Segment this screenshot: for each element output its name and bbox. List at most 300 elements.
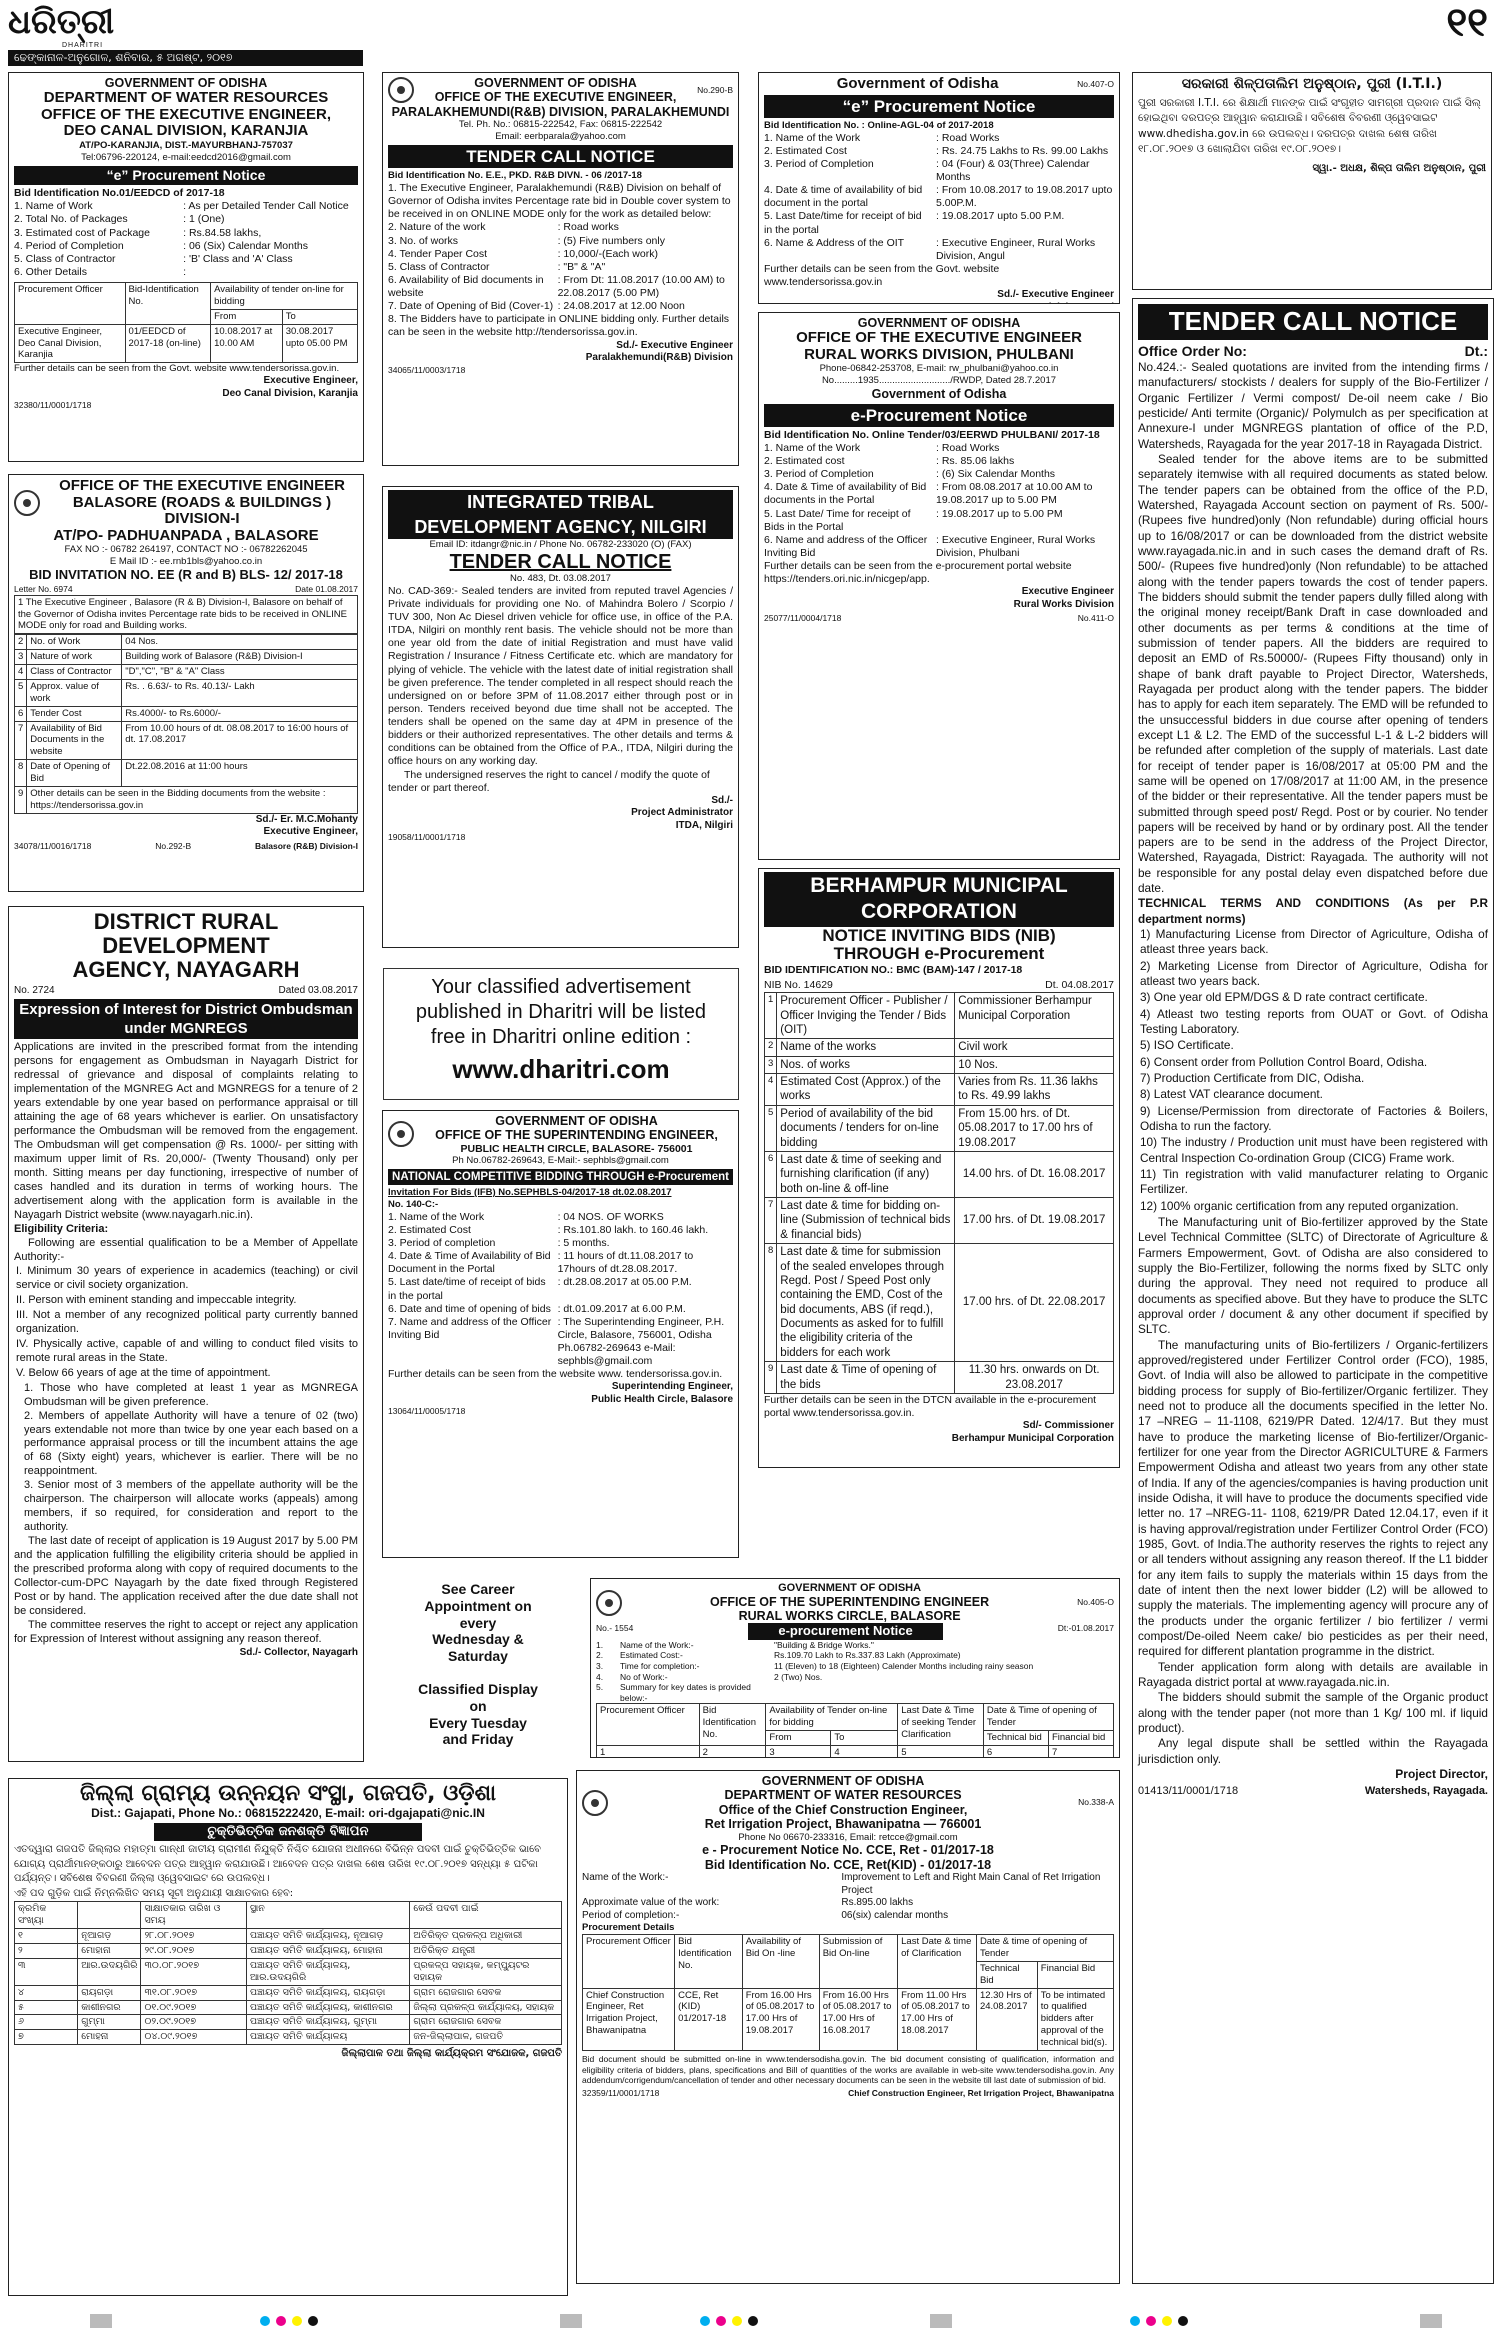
table-cell: 01/EEDCD of 2017-18 (on-line) xyxy=(125,324,211,363)
item-label: 7. Date of Opening of Bid (Cover-1) xyxy=(388,300,554,313)
ad-title: TENDER CALL NOTICE xyxy=(449,550,672,573)
list-item xyxy=(388,221,733,234)
ad-further: Further details can be seen from the e-procurement portal website https://tenders.ori.nic.in/nicgep/app. xyxy=(764,560,1072,586)
table-row xyxy=(15,1929,562,1944)
magenta-dot-icon xyxy=(716,2316,726,2326)
table-cell: Tender Cost xyxy=(27,706,122,721)
item-value: : The Superintending Engineer, P.H. Circle, Balasore, 756001, Odisha Ph.06782-269643 e-Mail: sephbls@gmail.com xyxy=(557,1315,725,1368)
item-label: Estimated Cost:- xyxy=(620,1650,683,1661)
list-item xyxy=(764,455,1114,468)
ad-bar: e-procurement Notice xyxy=(748,1623,942,1639)
table-header: Bid-Identification No. xyxy=(125,283,211,325)
ad-signature: Sd./- Executive Engineer xyxy=(616,339,733,351)
ad-bid-id: BID INVITATION NO. EE (R and B) BLS- 12/ 2017-18 xyxy=(29,566,343,582)
ad-line: Government of Odisha xyxy=(871,387,1007,402)
term-item: 11) Tin registration with valid manufacturer relating to Organic Fertilizer. xyxy=(1140,1167,1488,1197)
ad-paragraph: The last date of receipt of application is 19 August 2017 by 5.00 PM and the application fulfilling the eligibility criteria should be applied in the prescribed proforma along with copy of required documents to the Collector-cum-DPC Nayagarh by the date fixed through Registered Post or by hand. The application received after the due date shall not be considered. xyxy=(14,1535,358,1618)
table-cell: ମୋହନା xyxy=(78,2030,141,2045)
item-value: : "B" & "A" xyxy=(557,260,606,273)
ad-paragraph: ଏହି ପଦ ଗୁଡ଼ିକ ପାଇଁ ନିମ୍ନଲିଖିତ ସମୟ ସୂଚୀ ଅନୁଯାୟୀ ସାକ୍ଷାତକାର ହେବ: xyxy=(14,1887,294,1899)
promo-line: free in Dharitri online edition : xyxy=(430,1026,692,1048)
item-number: 1. xyxy=(596,1639,604,1650)
table-cell: 17.00 hrs. of Dt. 19.08.2017 xyxy=(955,1198,1114,1244)
table-header xyxy=(78,1902,141,1929)
list-item xyxy=(596,1650,1114,1661)
ad-line: e - Procurement Notice No. CCE, Ret - 01/2017-18 xyxy=(702,1843,994,1858)
ad-paragraph: 3. Senior most of 3 members of the appellate authority will be the chairperson. The chairperson will allocate works (appeals) among members, if so required, for consideration and report to the authority. xyxy=(24,1479,358,1534)
item-value: Rs.109.70 Lakh to Rs.337.83 Lakh (Approximate) xyxy=(774,1650,961,1661)
ad-contact: Tel:06796-220124, e-mail:eedcd2016@gmail.com xyxy=(81,151,291,163)
item-label: Summary for key dates is provided below:- xyxy=(620,1682,751,1703)
registration-square-icon xyxy=(1420,2314,1442,2328)
ad-bar: e-Procurement Notice xyxy=(764,404,1114,427)
dharitri-online-promo xyxy=(383,968,739,1100)
ad-paragraph: 1 The Executive Engineer , Balasore (R & B) Division-I, Balasore on behalf of the Governor of Odisha invites Percentage rate bids to be received in ONLINE MODE only for road and Building works. xyxy=(14,595,358,635)
item-value: : 24.08.2017 at 12.00 Noon xyxy=(557,300,685,313)
table-cell: No. of Work xyxy=(27,635,122,650)
table-row xyxy=(15,679,358,706)
ad-date: Dt. 04.08.2017 xyxy=(1045,979,1114,991)
ad-signature: ITDA, Nilgiri xyxy=(675,819,733,831)
ad-ph-circle-balasore xyxy=(382,1110,739,1558)
ad-paragraph: Bid document should be submitted on-line in www.tendersodisha.gov.in. The bid document consisting of qualification, information and eligibility criteria of bidders, plans, specifications and Bill of quantities of the works are available in web-site www.tendersodisha.gov.in. Any addendum/corrigendum/cancellation of tender and other necessary documents can be seen in the website till last date of submission of bid. xyxy=(582,2053,1114,2086)
table-cell: 1 xyxy=(765,993,777,1039)
ad-drda-nayagarh xyxy=(8,906,364,1762)
term-item: 10) The industry / Production unit must have been registered with Central Inspection Co-ordination Group (CICG) Frame work. xyxy=(1140,1135,1488,1165)
ad-item-list xyxy=(764,442,1114,560)
item-value: : From 10.08.2017 to 19.08.2017 upto 5.00P.M. xyxy=(936,184,1113,210)
item-value: 06(six) calendar months xyxy=(841,1909,949,1921)
item-label: 5. Class of Contractor xyxy=(388,260,490,273)
table-cell: ୦୪.୦୯.୨୦୧୭ xyxy=(141,2030,247,2045)
ad-table xyxy=(764,992,1114,1394)
term-item: 8) Latest VAT clearance document. xyxy=(1140,1087,1323,1102)
table-row xyxy=(15,706,358,721)
list-item xyxy=(764,237,1114,263)
item-value: : Rs. 85.06 lakhs xyxy=(936,455,1015,467)
ad-email: E Mail ID :- ee.rnb1bls@yahoo.co.in xyxy=(109,555,263,567)
ad-number: No.290-B xyxy=(697,85,733,96)
ad-paragraph: No. CAD-369:- Sealed tenders are invited from reputed travel Agencies / Private individuals for providing one No. of Mahindra Bolero / Scorpio / TUV 300, Non Ac Diesel driven vehicle for office use, in office of the P.A. ITDA, Nilgiri on monthly rent basis. The vehicle should not be more than one year old from the date of initial Registration and must have valid Registration / Insurance / Fitness Certificate etc. which are mandatory for plying of vehicle. The vehicle with the latest date of initial registration shall be given preference. The tender completed in all respect should reach the undersigned on or before 3PM of 11.08.2017 either through post or in person. Tenders received beyond due time shall not be accepted. The tenders shall be opened on the same day at 4PM in presence of the bidders or their authorized representatives. The other details and terms & conditions can be obtained from the Office of P.A., ITDA, Nilgiri during the office hours on any working day. xyxy=(388,584,733,768)
ad-bid-id: BID IDENTIFICATION NO.: BMC (BAM)-147 / 2017-18 xyxy=(764,963,1023,976)
list-item xyxy=(388,235,733,248)
promo-line: every xyxy=(459,1614,497,1631)
item-label: 4. Date & time of availability of bid document in the portal xyxy=(764,184,923,210)
table-cell: ୭ xyxy=(15,2030,78,2045)
ad-item-list xyxy=(764,132,1114,263)
item-label: 3. Period of Completion xyxy=(764,157,874,170)
table-cell: ୦୨.୦୯.୨୦୧୭ xyxy=(141,2015,247,2030)
ad-signature: Deo Canal Division, Karanjia xyxy=(222,387,358,399)
table-cell: 8 xyxy=(15,760,27,787)
ad-iti-puri xyxy=(1132,72,1492,290)
black-dot-icon xyxy=(1178,2316,1188,2326)
ad-signature: ସ୍ୱା.- ଅଧକ୍ଷ, ଶିଳ୍ପ ତାଲିମ ଅନୁଷ୍ଠାନ, ପୁରୀ xyxy=(1312,162,1486,174)
criteria-item: V. Below 66 years of age at the time of appointment. xyxy=(16,1366,271,1379)
table-header: Last Date & Time of seeking Tender Clarification xyxy=(898,1704,984,1746)
table-row xyxy=(15,2030,562,2045)
item-label: Time for completion:- xyxy=(620,1660,700,1671)
ad-contact: Phone-06842-253708, E-mail: rw_phulbani@yahoo.co.in xyxy=(819,363,1059,375)
ad-line: NOTICE INVITING BIDS (NIB) xyxy=(822,925,1056,945)
table-cell: Last date & time for submission of the sealed envelopes through Regd. Post / Speed Post only containing the EMD, Cost of the bid documents, ABS (if reqd.), Documents as asked for to fulfill the eligibility criteria of the bidders for each work xyxy=(777,1244,955,1362)
table-cell: 2 xyxy=(699,1746,766,1758)
table-header: Technical Bid xyxy=(976,1961,1037,1988)
ad-paragraph: The bidders should submit the sample of the Organic product along with the tender paper (not more than 1 Kg/ 100 ml. if liquid product). xyxy=(1138,1690,1488,1735)
ad-bid-id: Bid Identification No. : Online-AGL-04 of 2017-2018 xyxy=(764,119,994,131)
promo-line: published in Dharitri will be listed xyxy=(415,1001,707,1023)
table-cell: Name of the works xyxy=(777,1039,955,1056)
item-label: 5. Last Date/ Time for receipt of Bids in the Portal xyxy=(764,507,911,533)
table-cell: ପଞ୍ଚାୟତ ସମିତି କାର୍ଯ୍ୟାଳୟ, କାଶୀନଗର xyxy=(247,2000,410,2015)
list-item xyxy=(596,1672,1114,1683)
table-cell: 4 xyxy=(15,665,27,680)
item-label: 2. Estimated Cost xyxy=(764,144,847,157)
table-cell: Estimated Cost (Approx.) of the works xyxy=(777,1074,955,1106)
list-item xyxy=(764,158,1114,184)
item-value: : dt.28.08.2017 at 05.00 P.M. xyxy=(557,1276,692,1289)
item-value: : dt.01.09.2017 at 6.00 P.M. xyxy=(557,1302,686,1315)
table-cell: 4 xyxy=(765,1074,777,1106)
ad-number: No. 2724 xyxy=(14,984,55,996)
cyan-dot-icon xyxy=(1130,2316,1140,2326)
table-header: Procurement Officer xyxy=(15,283,126,325)
ad-line: OFFICE OF THE SUPERINTENDING ENGINEER xyxy=(709,1594,990,1609)
odisha-emblem-icon xyxy=(582,1790,608,1816)
ad-paragraph: The manufacturing units of Bio-fertilizers / Organic-fertilizers approved/registered under Fertilizer Control order (FCO), 1985, Govt. of India will also be allowed to participate in the competitive bidding process for supply of Bio-fertilizer/Organic fertilizer. They need not to produce all the documents specified in the letter No. 17 –NREG – 11-1108, 6219/PR Dated. 12/4/17. But they must have to produce the marketing license of Bio-fertilizer/Organic-fertilizer for one year from the Director AGRICULTURE & Farmers Empowerment Odisha and atleast two years from any other state of India. If any of the agencies/companies is having production unit inside Odisha, it will have to produce the documents specified vide letter no. 17 –NREG-11- 1108, 6219/PR Dated 12.04.17, even if it is having approval/registration under Fertilizer Control Order (FCO) 1985, Govt. of India.The authority reserves the rights to reject any or all tenders without assigning any reason thereof. If the L1 bidder for any item fails to supply the materials within 15 days from the date of intent then the next lower bidder (L2) will be allowed to supply the materials. The implementing agency will procure any of the products under the organic fertilizer / bio fertilizer / vermi compost/De-oiled Neem cake/ bio pesticides as per their need, required for different plantation programme in the district. xyxy=(1138,1337,1488,1659)
ad-line: DISTRICT RURAL DEVELOPMENT xyxy=(93,909,279,959)
item-number: 4. xyxy=(596,1671,604,1682)
ad-ref: 25077/11/0004/1718 xyxy=(764,613,842,624)
item-value: : 10,000/-(Each work) xyxy=(557,247,658,260)
logo-subtitle: DHARITRI xyxy=(62,42,104,49)
ad-number: No. 140-C:- xyxy=(388,1198,439,1210)
table-cell: ୧ xyxy=(15,1929,78,1944)
list-item xyxy=(14,266,358,279)
table-row xyxy=(765,1039,1114,1056)
ad-bid-id: Invitation For Bids (IFB) No.SEPHBLS-04/2017-18 dt.02.08.2017 xyxy=(388,1187,672,1199)
table-cell: 7 xyxy=(15,721,27,760)
item-label: 4. Period of Completion xyxy=(14,239,124,252)
item-value: : xyxy=(183,265,187,278)
ad-line: ଜିଲ୍ଲା ଗ୍ରାମ୍ୟ ଉନ୍ନୟନ ସଂସ୍ଥା, ଗଜପତି, ଓଡ଼ିଶା xyxy=(80,1781,496,1806)
ad-date: Dt.: xyxy=(1464,342,1488,359)
table-cell: 9 xyxy=(765,1362,777,1394)
table-cell: 12.30 Hrs of 24.08.2017 xyxy=(976,1988,1037,2050)
ad-signature: Berhampur Municipal Corporation xyxy=(951,1432,1114,1444)
item-value: : 5 months. xyxy=(557,1237,610,1250)
table-cell: 7 xyxy=(1048,1746,1113,1758)
promo-line: Every Tuesday xyxy=(429,1714,527,1731)
table-row xyxy=(15,1958,562,1985)
table-header: Financial bid xyxy=(1048,1731,1113,1746)
list-item xyxy=(596,1682,1114,1703)
criteria-item: I. Minimum 30 years of experience in academics (teaching) or civil service or civil society organization. xyxy=(16,1264,358,1291)
ad-subheading: Eligibility Criteria: xyxy=(14,1222,109,1235)
table-row xyxy=(15,1944,562,1959)
ad-bid-id: Bid Identification No. Online Tender/03/EERWD PHULBANI/ 2017-18 xyxy=(764,428,1100,441)
term-item: 7) Production Certificate from DIC, Odisha. xyxy=(1140,1071,1365,1086)
ad-paragraph: Sealed tender for the above items are to be submitted separately itemwise with all required documents as stated below. The tender papers can be obtained from the office of the P.D, Watershed, Rayagada Account section on payment of Rs. 500/- (Rupees five hundred)only (Non refundable) during official hours up to 16/08/2017 or can be downloaded from the district website www.rayagada.nic.in and in such cases the demand draft of Rs. 500/- (Rupees five hundred)only (Non refundable) to be attached along with the tender papers towards the cost of tender papers. The bidders should submit the tender papers dully filled along with the original money receipt/Bank Draft in case downloaded and other documents as per terms & conditions at the time of submission of tender papers. All the bidders are required to deposit an EMD of Rs.50000/- (Rupees Fifty thousand) only in shape of bank draft payable to Project Director, Watersheds, Rayagada per product along with the tender papers. The bidder has to apply for each item separately. The EMD will be refunded to the unsuccessful bidders in due course after opening of tenders except L1 & L2. The EMD of the successful L-1 & L-2 bidders will be refunded after completion of the supply of materials. Last date for receipt of tender paper is 16/08/2017 at 05:00 PM and the same will be opened on 17/08/2017 at 11:00 AM, in the presence of the bidder or their representative. All the tender papers must be submitted through speed post/ Regd. Post or by courier. No tender papers will be received by hand or by ordinary post. All the tender papers are to be send in the address of the Project Director, Watershed, Rayagada, District: Rayagada. The authority will not be responsible for any postal delay even dispatched before due date. xyxy=(1138,451,1488,896)
item-label: No of Work:- xyxy=(620,1671,668,1682)
ad-line: OFFICE OF THE EXECUTIVE ENGINEER xyxy=(796,329,1082,347)
career-promo xyxy=(382,1578,574,1768)
table-cell: ଅତିରିକ୍ତ ଯନ୍ତ୍ରୀ xyxy=(410,1944,562,1959)
table-cell: Chief Construction Engineer, Ret Irrigation Project, Bhawanipatna xyxy=(583,1988,675,2050)
item-value: "Building & Bridge Works." xyxy=(774,1639,874,1650)
item-label: 6. Other Details xyxy=(14,265,87,278)
table-cell: Procurement Officer - Publisher / Officer Inviging the Tender / Bids (OIT) xyxy=(777,993,955,1039)
ad-paragraph: Following are essential qualification to be a Member of Appellate Authority:- xyxy=(14,1236,358,1263)
magenta-dot-icon xyxy=(1146,2316,1156,2326)
ad-email: Email ID: itdangr@nic.in / Phone No. 06782-233020 (O) (FAX) xyxy=(429,539,692,550)
black-dot-icon xyxy=(308,2316,318,2326)
item-label: 1. Name of the Work xyxy=(764,441,861,454)
table-row xyxy=(765,1198,1114,1244)
item-value: : Road Works xyxy=(936,131,1000,144)
cyan-dot-icon xyxy=(260,2316,270,2326)
ad-further: Further details can be seen in the DTCN available in the e-procurement portal www.tendersorissa.gov.in. xyxy=(764,1393,1097,1419)
ad-drda-gajapati xyxy=(8,1778,568,2296)
item-value: Rs.895.00 lakhs xyxy=(841,1897,914,1909)
table-header: From xyxy=(766,1731,831,1746)
item-value: : 1 (One) xyxy=(183,213,225,226)
item-label: Name of the Work:- xyxy=(582,1872,669,1884)
table-cell: ଜିଲ୍ଲା ପ୍ରକଳ୍ପ କାର୍ଯ୍ୟାଳୟ, ସହାୟକ xyxy=(410,2000,562,2015)
ad-bid-id: Bid Identification No.01/EEDCD of 2017-18 xyxy=(14,187,225,200)
promo-line: on xyxy=(469,1697,487,1714)
item-value: : From 08.08.2017 at 10.00 AM to 19.08.2017 up to 5.00 PM xyxy=(936,481,1093,507)
page-header xyxy=(0,0,1500,70)
item-value: : 11 hours of dt.11.08.2017 to 17hours of dt.28.08.2017. xyxy=(557,1250,694,1276)
promo-line: Saturday xyxy=(448,1648,508,1665)
ad-item-list xyxy=(582,1872,1114,1922)
ad-ref: 01413/11/0001/1718 xyxy=(1138,1785,1239,1798)
item-label: 3. No. of works xyxy=(388,234,459,247)
table-header: Procurement Officer xyxy=(597,1704,700,1746)
list-item xyxy=(764,184,1114,210)
table-cell: ନୂଆଗଡ଼ xyxy=(78,1929,141,1944)
ad-signature: Sd./- Er. M.C.Mohanty xyxy=(255,813,358,825)
table-cell: Class of Contractor xyxy=(27,665,122,680)
promo-line: Classified Display xyxy=(418,1680,538,1697)
ad-berhampur-municipal xyxy=(758,868,1120,1468)
ad-line: GOVERNMENT OF ODISHA xyxy=(104,76,268,90)
ad-phulbani xyxy=(758,312,1120,860)
table-row xyxy=(15,665,358,680)
item-label: 6. Name and address of the Officer Inviting Bid xyxy=(764,533,928,559)
ad-line: Ret Irrigation Project, Bhawanipatna — 766001 xyxy=(704,1817,982,1832)
table-cell: 3 xyxy=(15,650,27,665)
ad-date: Dt:-01.08.2017 xyxy=(1057,1623,1114,1634)
ad-line: BALASORE (ROADS & BUILDINGS ) DIVISION-I xyxy=(72,493,332,527)
table-row xyxy=(15,721,358,760)
table-cell: 6 xyxy=(765,1151,777,1197)
ad-line: Office of the Chief Construction Engineer, xyxy=(718,1802,968,1817)
table-row xyxy=(15,324,358,363)
odisha-emblem-icon xyxy=(14,490,40,516)
ad-signature: Superintending Engineer, xyxy=(611,1381,733,1393)
table-cell: ଗ୍ରାମ ରୋଜଗାର ସେବକ xyxy=(410,2015,562,2030)
table-cell: Other details can be seen in the Bidding documents from the website : https://tendersorissa.gov.in xyxy=(27,786,358,813)
table-cell: ପଞ୍ଚାୟତ ସମିତି କାର୍ଯ୍ୟାଳୟ, ଗୁମ୍ମା xyxy=(247,2015,410,2030)
table-row xyxy=(765,1362,1114,1394)
table-cell: Varies from Rs. 11.36 lakhs to Rs. 49.99 lakhs xyxy=(955,1074,1114,1106)
ad-bar: NATIONAL COMPETITIVE BIDDING THROUGH e-Procurement xyxy=(388,1169,733,1185)
table-cell: Period of availability of the bid documents / tenders for on-line bidding xyxy=(777,1105,955,1151)
ad-further: Further details can be seen from the Govt. website www.tendersorissa.gov.in. xyxy=(14,363,340,375)
table-row xyxy=(15,650,358,665)
ad-bar: TENDER CALL NOTICE xyxy=(388,145,733,168)
list-item xyxy=(14,200,358,213)
table-cell: 04 Nos. xyxy=(122,635,358,650)
item-label: 5. Last date/time of receipt of bids in the portal xyxy=(388,1276,546,1302)
table-cell: 10.08.2017 at 10.00 AM xyxy=(211,324,283,363)
ad-contact: Tel. Ph. No.: 06815-222542, Fax: 06815-222542 xyxy=(458,119,663,131)
list-item xyxy=(14,227,358,240)
item-label: 1. Name of the Work xyxy=(764,131,861,144)
ad-signature: Project Director, xyxy=(1395,1766,1488,1781)
table-row xyxy=(765,993,1114,1039)
ad-bar: BERHAMPUR MUNICIPAL CORPORATION xyxy=(764,872,1114,927)
item-value: : 04 NOS. OF WORKS xyxy=(557,1210,664,1223)
item-value: : Road Works xyxy=(936,441,1000,454)
ad-date: Dated 03.08.2017 xyxy=(278,984,358,996)
ad-line: GOVERNMENT OF ODISHA xyxy=(495,1114,658,1128)
table-cell: ୨୯.୦୮.୨୦୧୭ xyxy=(141,1944,247,1959)
ad-signature: Balasore (R&B) Division-I xyxy=(255,840,358,851)
odisha-emblem-icon xyxy=(596,1590,622,1616)
table-cell: ଗୁମ୍ମା xyxy=(78,2015,141,2030)
item-label: 3. Estimated cost of Package xyxy=(14,226,150,239)
item-label: 2. Estimated Cost xyxy=(388,1223,471,1236)
item-label: 4. Tender Paper Cost xyxy=(388,247,488,260)
ad-line: DEPARTMENT OF WATER RESOURCES xyxy=(724,1788,962,1803)
promo-line: Wednesday & xyxy=(432,1631,524,1648)
ad-signature: Sd./- xyxy=(711,794,733,806)
print-registration-marks xyxy=(0,2308,1500,2334)
ad-contact: FAX NO :- 06782 264197, CONTACT NO :- 06782262045 xyxy=(64,544,308,555)
table-cell: Dt.22.08.2016 at 11:00 hours xyxy=(122,760,358,787)
table-cell: 2 xyxy=(15,635,27,650)
item-label: 4. Date & Time of availability of Bid documents in the Portal xyxy=(764,481,927,507)
promo-line: See Career xyxy=(441,1581,515,1597)
term-item: 5) ISO Certificate. xyxy=(1140,1038,1234,1053)
ad-line: Bid Identification No. CCE, Ret(KID) - 01/2017-18 xyxy=(704,1857,992,1872)
ad-ref: 32359/11/0001/1718 xyxy=(582,2087,660,2098)
table-cell: 5 xyxy=(15,679,27,706)
ad-bar: DEVELOPMENT AGENCY, NILGIRI xyxy=(388,515,733,540)
ad-line: Government of Odisha xyxy=(836,75,999,92)
list-item xyxy=(764,468,1114,481)
table-row xyxy=(583,1988,1114,2050)
ad-line: GOVERNMENT OF ODISHA xyxy=(474,76,637,90)
table-cell: ମୋହାନା xyxy=(78,1944,141,1959)
list-item xyxy=(582,1872,1114,1897)
ad-email: Email: eerbparala@yahoo.com xyxy=(495,131,626,142)
yellow-dot-icon xyxy=(1162,2316,1172,2326)
table-header: From xyxy=(211,309,283,324)
black-dot-icon xyxy=(748,2316,758,2326)
criteria-item: III. Not a member of any recognized political party currently banned organization. xyxy=(16,1308,358,1335)
ad-bar: “e” Procurement Notice xyxy=(764,95,1114,118)
ad-line: DEO CANAL DIVISION, KARANJIA xyxy=(63,122,309,140)
table-cell: Approx. value of work xyxy=(27,679,122,706)
ad-angul xyxy=(758,72,1120,304)
table-header: To xyxy=(282,309,357,324)
table-cell: ଆର.ଉଦୟଗିରି xyxy=(78,1958,141,1985)
dateline: ଢେଙ୍କାନାଳ-ଅନୁଗୋଳ, ଶନିବାର, ୫ ଅଗଷ୍ଟ, ୨୦୧୭ xyxy=(8,50,363,66)
table-header: ସ୍ଥାନ xyxy=(247,1902,410,1929)
table-cell: 30.08.2017 upto 05.00 PM xyxy=(282,324,357,363)
table-header: ସାକ୍ଷାତକାର ତାରିଖ ଓ ସମୟ xyxy=(141,1902,247,1929)
list-item xyxy=(764,534,1114,560)
item-value: Improvement to Left and Right Main Canal of Ret Irrigation Project xyxy=(841,1872,1101,1896)
ad-number: No. 483, Dt. 03.08.2017 xyxy=(510,572,611,584)
list-item xyxy=(596,1640,1114,1651)
table-cell: Rs.4000/- to Rs.6000/- xyxy=(122,706,358,721)
table-cell: ୪ xyxy=(15,1985,78,2000)
promo-website[interactable]: www.dharitri.com xyxy=(452,1054,670,1084)
ad-subheading: TECHNICAL TERMS AND CONDITIONS (As per P.R department norms) xyxy=(1138,896,1488,926)
ad-further: Further details can be seen from the website www. tendersorissa.gov.in. xyxy=(388,1368,723,1381)
item-value: : From Dt: 11.08.2017 (10.00 AM) to 22.08.2017 (5.00 PM) xyxy=(557,273,725,299)
ad-paragraph: The Manufacturing unit of Bio-fertilizer approved by the State Level Technical Committee (SLTC) of Directorate of Agriculture & Farmers Empowerment, Govt. of Odisha are also considered to supply the Bio-Fertilizer, following the norms fixed by SLTC only during the approval. They need not required to produce all documents as specified above. But they have to produce the SLTC approval order / document & any other document if specified by SLTC. xyxy=(1138,1215,1488,1337)
list-item xyxy=(388,1211,733,1224)
ad-line: OFFICE OF THE EXECUTIVE ENGINEER xyxy=(59,477,345,494)
table-header: Procurement Officer xyxy=(583,1935,675,1989)
item-label: 1. Name of Work xyxy=(14,200,93,213)
table-row xyxy=(15,1985,562,2000)
ad-item-list xyxy=(14,200,358,279)
ad-line: OFFICE OF THE EXECUTIVE ENGINEER, xyxy=(40,105,332,123)
ad-ref: 32380/11/0001/1718 xyxy=(14,400,92,411)
term-item: 6) Consent order from Pollution Control Board, Odisha. xyxy=(1140,1054,1428,1069)
ad-item-list xyxy=(596,1640,1114,1704)
ad-paragraph: ଏତଦ୍ୱାରା ଗଜପତି ଜିଲ୍ଲାର ମହାତ୍ମା ଗାନ୍ଧୀ ଜାତୀୟ ଗ୍ରାମୀଣ ନିଯୁକ୍ତି ନିଶ୍ଚିତ ଯୋଜନା ଅଧୀନରେ ବିଭିନ୍ନ ପଦବୀ ପାଇଁ ଚୁକ୍ତିଭିତ୍ତିକ ଭାବେ ଯୋଗ୍ୟ ପ୍ରାର୍ଥୀମାନଙ୍କଠାରୁ ଆବେଦନ ପତ୍ର ଆହ୍ୱାନ କରାଯାଉଛି। ଆବେଦନ ପତ୍ର ଦାଖଲ ଶେଷ ତାରିଖ ୧୯.୦୮.୨୦୧୭ ସନ୍ଧ୍ୟା ୫ ଘଟିକା ପର୍ଯ୍ୟନ୍ତ। ସବିଶେଷ ବିବରଣୀ ଜିଲ୍ଲା ଓ୍ୱେବସାଇଟ ରେ ଉପଲବ୍ଧ। xyxy=(14,1844,541,1885)
item-value: : 04 (Four) & 03(Three) Calendar Months xyxy=(936,157,1090,183)
ad-signature: Executive Engineer xyxy=(1021,586,1114,598)
table-cell: 5 xyxy=(765,1105,777,1151)
ad-line: ସରକାରୀ ଶିଳ୍ପତାଲିମ ଅନୁଷ୍ଠାନ, ପୁରୀ (I.T.I.) xyxy=(1181,76,1443,92)
ad-paragraph: Any legal dispute shall be settled within the Rayagada jurisdiction only. xyxy=(1138,1736,1488,1766)
table-cell: Commissioner Berhampur Municipal Corporation xyxy=(955,993,1114,1039)
ad-table xyxy=(582,1934,1114,2051)
item-value: : As per Detailed Tender Call Notice xyxy=(183,200,349,213)
yellow-dot-icon xyxy=(732,2316,742,2326)
ad-paragraph: 8. The Bidders have to participate in ONLINE bidding only. Further details can be seen in the website http://tendersorissa.gov.in. xyxy=(388,313,730,339)
item-value: 11 (Eleven) to 18 (Eighteen) Calender Months including rainy season xyxy=(774,1660,1034,1671)
item-value: : 06 (Six) Calendar Months xyxy=(183,239,308,252)
table-cell: 8 xyxy=(765,1244,777,1362)
list-item xyxy=(582,1897,1114,1910)
ad-criteria-list xyxy=(14,1265,358,1381)
list-item xyxy=(764,145,1114,158)
ad-line: THROUGH e-Procurement xyxy=(833,944,1045,964)
odisha-emblem-icon xyxy=(388,1121,414,1147)
table-header-row xyxy=(15,1902,562,1929)
ad-further: Further details can be seen from the Govt. website www.tendersorissa.gov.in xyxy=(764,262,1000,288)
promo-line: Appointment on xyxy=(424,1597,532,1614)
ad-ref: 19058/11/0001/1718 xyxy=(388,832,466,843)
table-row xyxy=(15,2015,562,2030)
registration-square-icon xyxy=(90,2314,112,2328)
ad-order: Office Order No: xyxy=(1138,342,1247,359)
table-cell: Nos. of works xyxy=(777,1056,955,1073)
registration-square-icon xyxy=(930,2314,952,2328)
promo-line: Your classified advertisement xyxy=(431,976,691,998)
ad-signature: Executive Engineer, xyxy=(263,826,358,838)
